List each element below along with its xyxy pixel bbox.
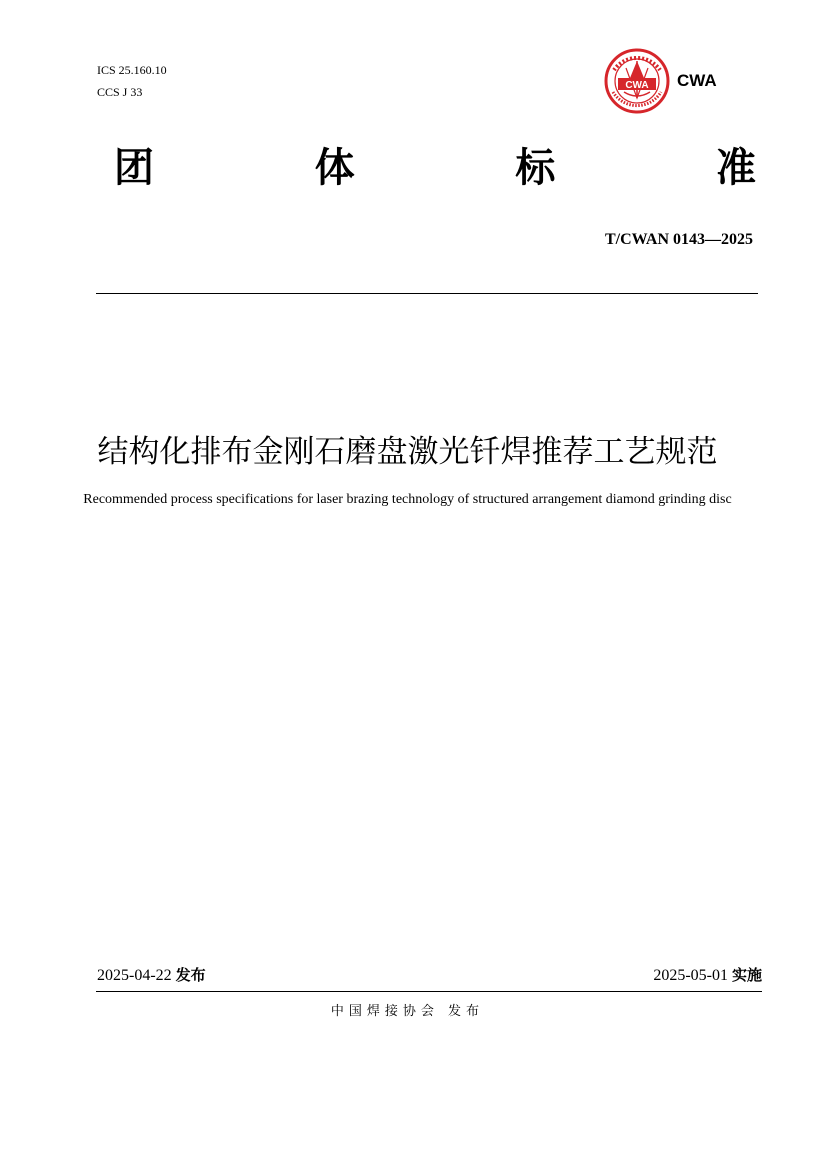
ics-code: ICS 25.160.10 xyxy=(97,63,167,77)
document-title-en: Recommended process specifications for laser brazing technology of structured arrangement diamond grinding disc xyxy=(83,492,732,507)
implementation-word: 实施 xyxy=(731,966,762,984)
svg-text:CWA: CWA xyxy=(625,80,649,91)
document-title-zh: 结构化排布金刚石磨盘激光钎焊推荐工艺规范 xyxy=(97,434,718,470)
standard-type-char: 准 xyxy=(715,145,756,191)
standard-type-char: 体 xyxy=(314,145,355,191)
issue-date: 2025-04-22 xyxy=(97,967,172,984)
ccs-code: CCS J 33 xyxy=(97,85,143,99)
publisher: 中国焊接协会 发布 xyxy=(330,1004,485,1019)
implementation-date: 2025-05-01 xyxy=(653,967,728,984)
issue-word: 发布 xyxy=(175,966,206,984)
cwa-logo xyxy=(604,48,670,114)
implementation-date-line xyxy=(653,968,762,984)
top-divider xyxy=(96,293,758,294)
logo-text: CWA xyxy=(677,71,717,90)
bottom-divider xyxy=(96,991,762,992)
issue-date-line xyxy=(97,968,206,984)
standard-type-char: 标 xyxy=(515,145,556,191)
standard-type-heading xyxy=(104,145,766,191)
standard-type-char: 团 xyxy=(114,145,154,191)
cwa-emblem-icon xyxy=(604,48,670,114)
standard-code: T/CWAN 0143—2025 xyxy=(604,231,753,248)
